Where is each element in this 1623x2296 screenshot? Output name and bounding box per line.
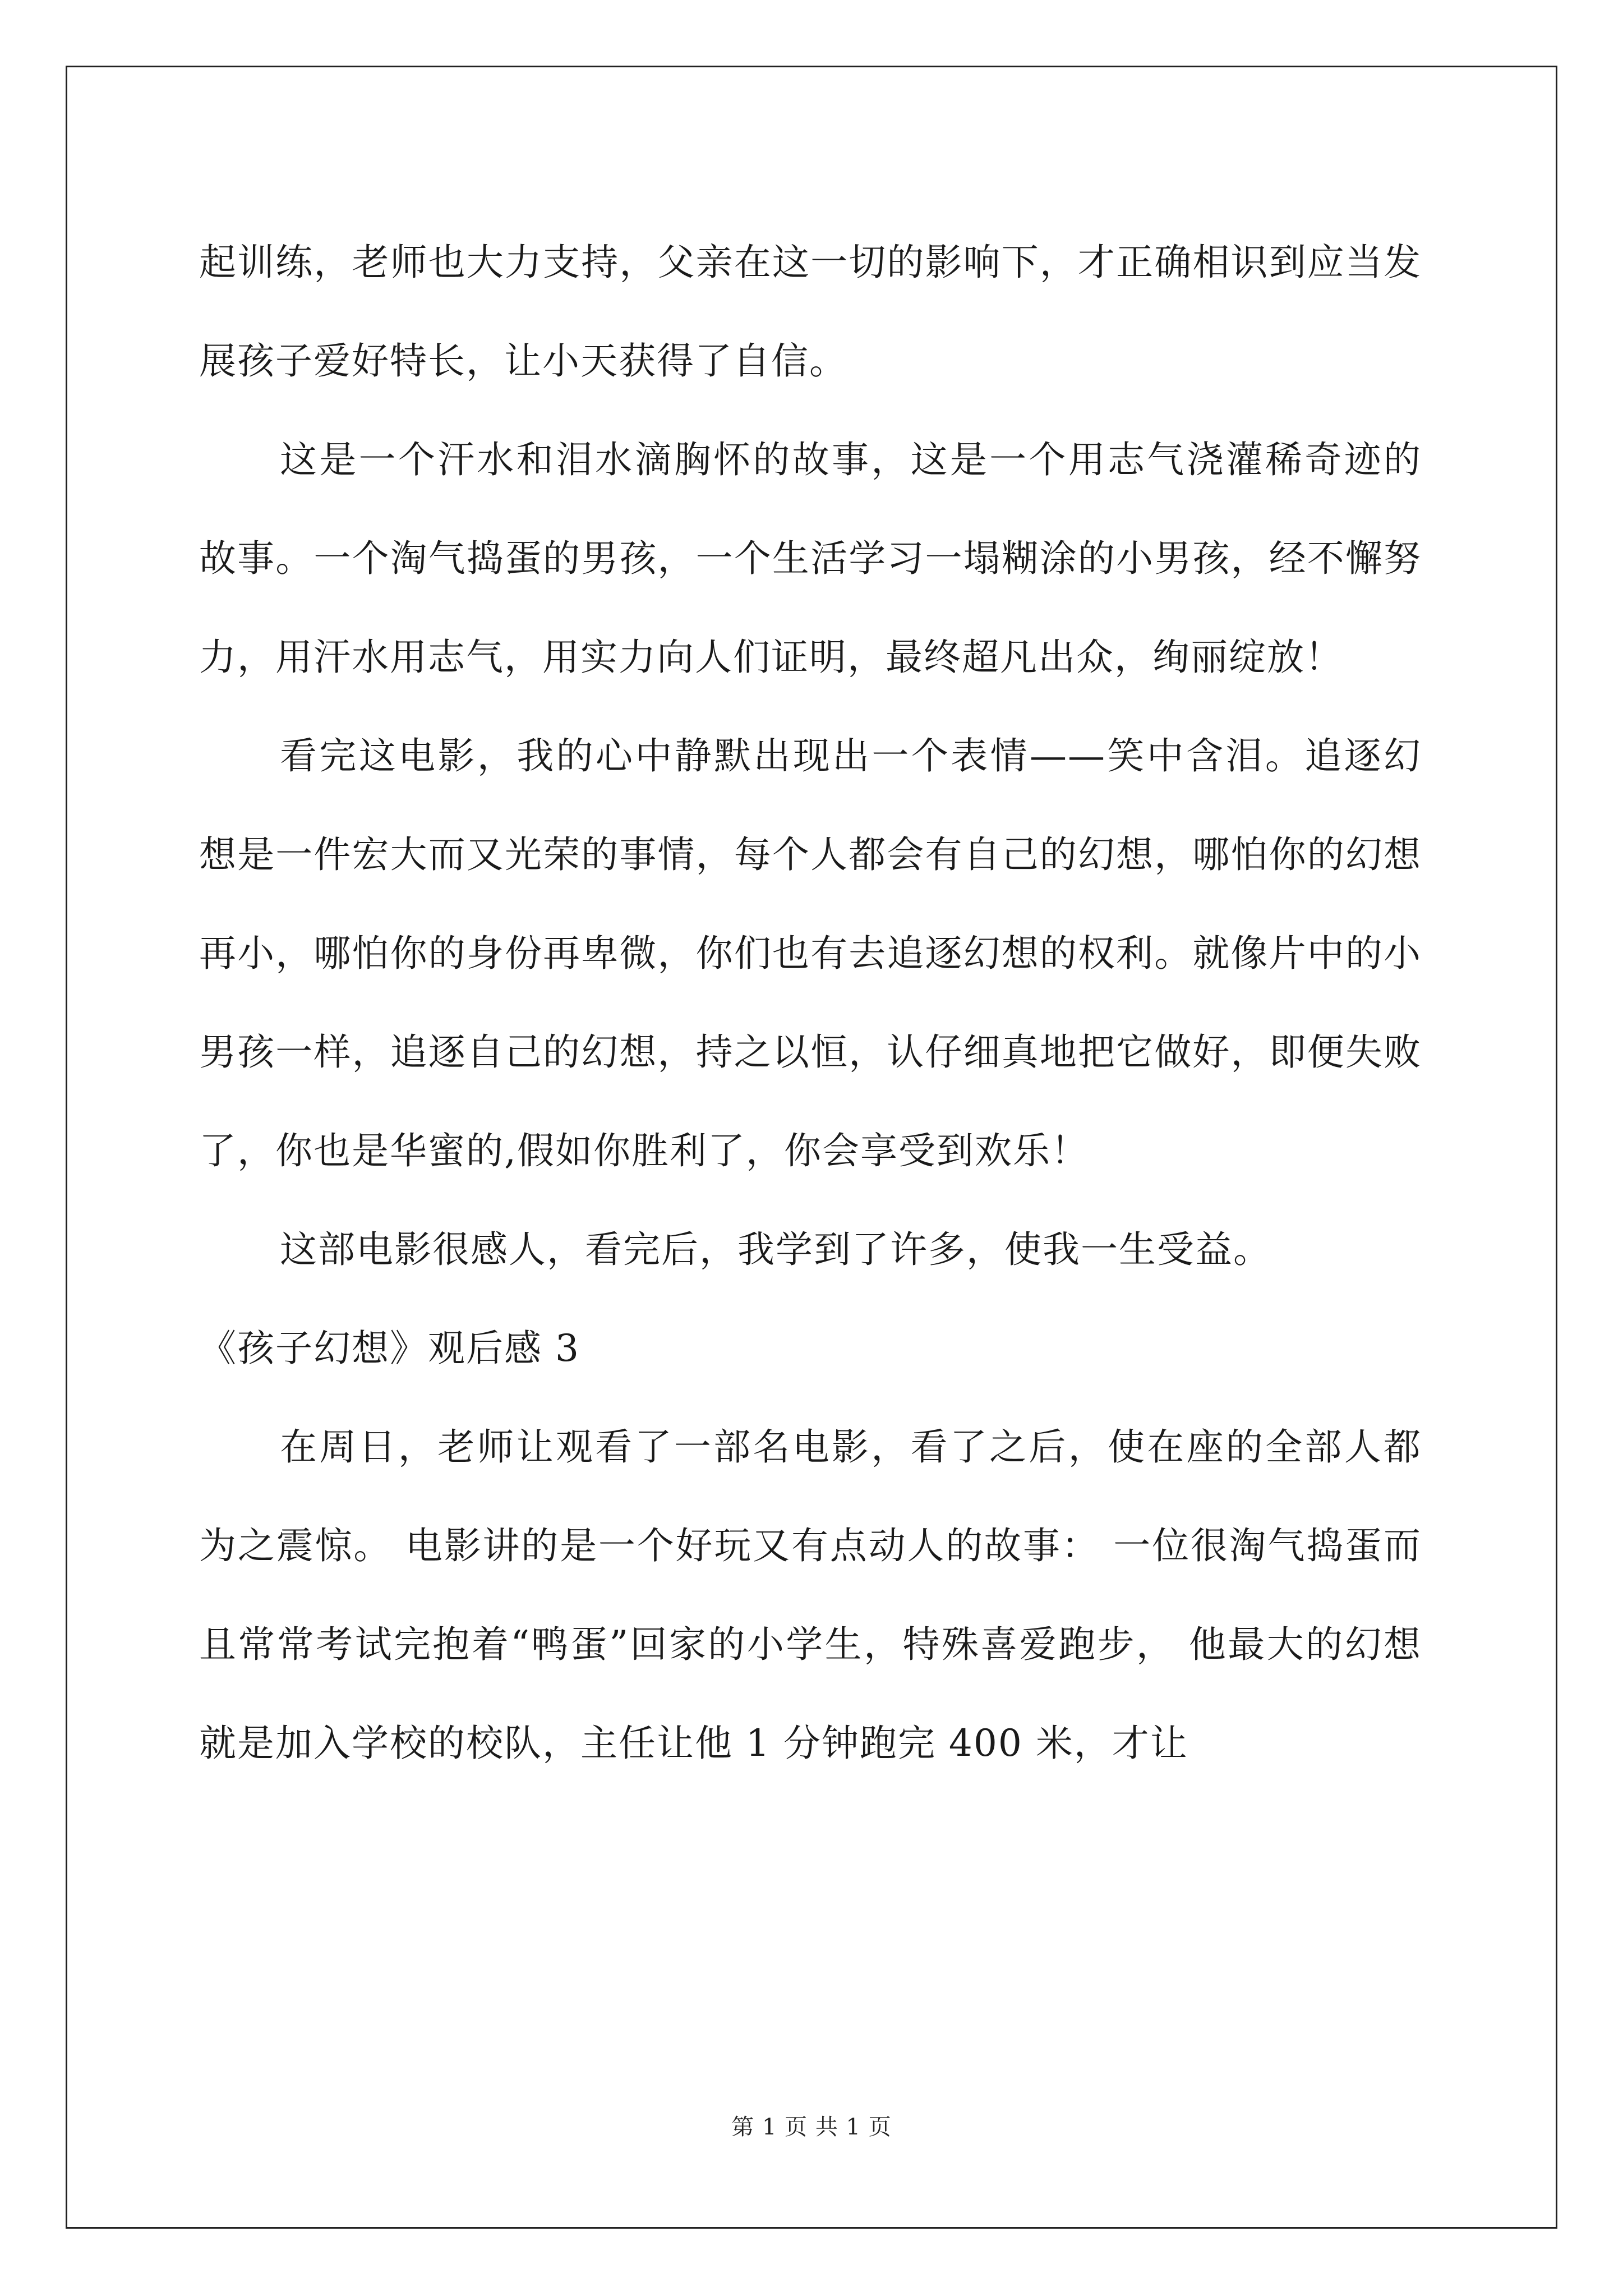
document-body: [199, 213, 1422, 1793]
paragraph-2: 这是一个汗水和泪水滴胸怀的故事，这是一个用志气浇灌稀奇迹的故事。一个淘气捣蛋的男孩，一个生活学习一塌糊涂的小男孩，经不懈努力，用汗水用志气，用实力向人们证明，最终超凡出众，绚丽绽放！: [199, 438, 1422, 679]
paragraph-3: 看完这电影，我的心中静默出现出一个表情——笑中含泪。追逐幻想是一件宏大而又光荣的事情，每个人都会有自己的幻想，哪怕你的幻想再小，哪怕你的身份再卑微，你们也有去追逐幻想的权利。就像片中的小男孩一样，追逐自己的幻想，持之以恒，认仔细真地把它做好，即便失败了，你也是华蜜的,假如你胜利了，你会享受到欢乐！: [199, 734, 1422, 1172]
section-heading: 《孩子幻想》观后感 3: [199, 1327, 580, 1370]
paragraph-5: 在周日，老师让观看了一部名电影，看了之后，使在座的全部人都为之震惊。 电影讲的是一个好玩又有点动人的故事： 一位很淘气捣蛋而且常常考试完抱着“鸭蛋”回家的小学生，特殊喜爱跑步， 他最大的幻想就是加入学校的校队，主任让他 1 分钟跑完 400 米，才让: [199, 1425, 1422, 1765]
page-footer: 第 1 页 共 1 页: [731, 2114, 892, 2140]
paragraph-1: 起训练，老师也大力支持，父亲在这一切的影响下，才正确相识到应当发展孩子爱好特长，让小天获得了自信。: [199, 241, 1422, 383]
paragraph-4: 这部电影很感人，看完后，我学到了许多，使我一生受益。: [280, 1228, 1271, 1271]
